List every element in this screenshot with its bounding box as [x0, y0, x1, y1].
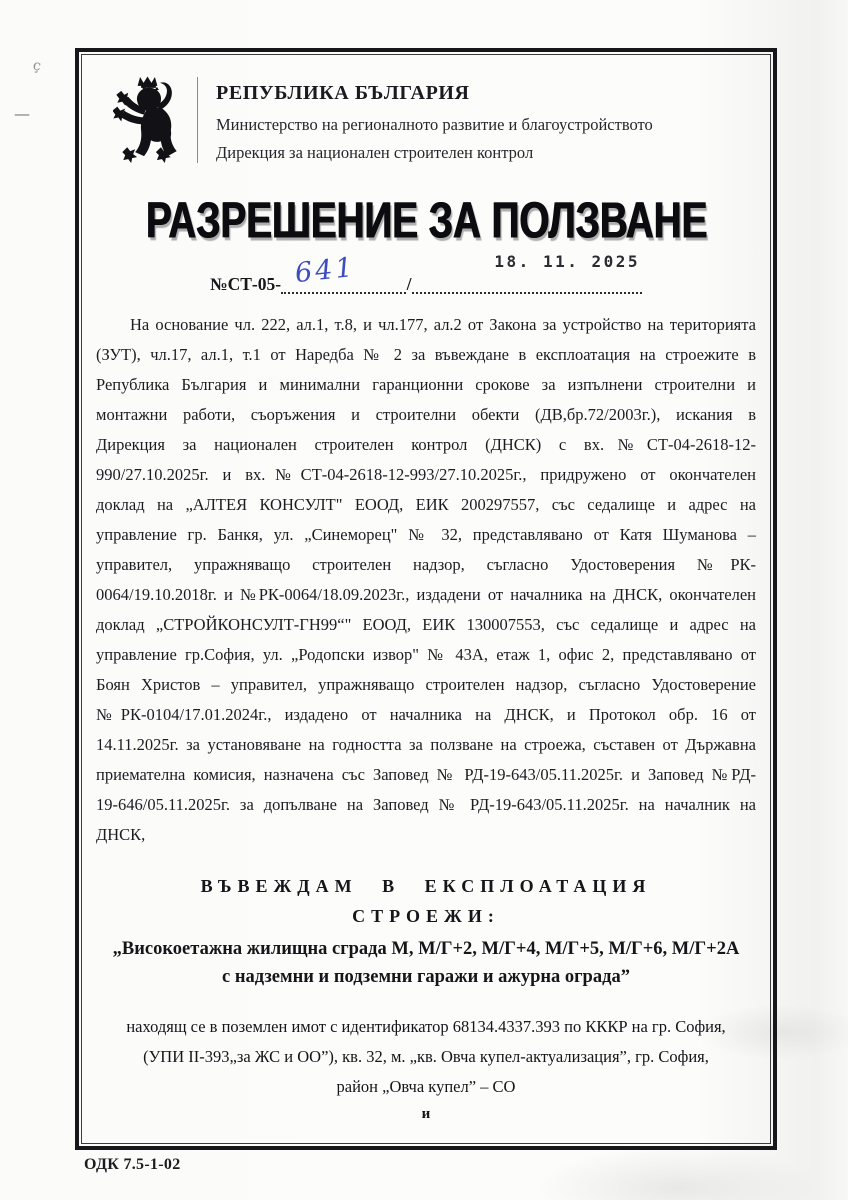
- location-paragraph: [79, 1012, 773, 1102]
- body-line: 0064/19.10.2018г. и №РК-0064/18.09.2023г., издадени от началника на ДНСК, окончателен: [96, 585, 756, 605]
- legal-grounds-paragraph: [96, 310, 756, 850]
- construction-object-name-line2: с надземни и подземни гаражи и ажурна ограда”: [222, 967, 630, 988]
- body-line: 990/27.10.2025г. и вх.№СТ-04-2618-12-993/27.10.2025г., придружено от окончателен: [96, 465, 756, 485]
- decree-section: [79, 876, 773, 1123]
- number-slash: /: [406, 274, 412, 295]
- date-dotted-field: [412, 252, 642, 294]
- scan-artifact: ç: [31, 57, 43, 75]
- number-prefix: №СТ-05-: [210, 274, 282, 295]
- body-line: приемателна комисия, назначена със Заповед № РД-19-643/05.11.2025г. и Заповед №РД-: [96, 765, 756, 785]
- body-line: управление гр.София, ул. „Родопски извор" № 43А, етаж 1, офис 2, представлявано от: [96, 645, 756, 665]
- location-line: находящ се в поземлен имот с идентификатор 68134.4337.393 по КККР на гр. София,: [126, 1017, 726, 1037]
- body-line: Дирекция за национален строителен контрол (ДНСК) с вх.№СТ-04-2618-12-: [96, 435, 756, 455]
- body-line: доклад на „АЛТЕЯ КОНСУЛТ" ЕООД, ЕИК 200297557, със седалище и адрес на: [96, 495, 756, 515]
- body-line: 14.11.2025г. за установяване на годността за ползване на строежа, съставен от Държавна: [96, 735, 756, 755]
- letterhead-divider: [197, 77, 198, 163]
- country-name: РЕПУБЛИКА БЪЛГАРИЯ: [216, 82, 470, 104]
- ministry-name: Министерство на регионалното развитие и благоустройството: [216, 115, 653, 134]
- scan-artifact: —: [14, 104, 28, 123]
- body-line: 19-646/05.11.2025г. за допълване на Заповед № РД-19-643/05.11.2025г. на началник на: [96, 795, 756, 815]
- location-line: район „Овча купел” – СО: [336, 1077, 516, 1097]
- conjunction-and: и: [421, 1106, 431, 1123]
- handwritten-number: 641: [293, 252, 358, 290]
- body-line: На основание чл. 222, ал.1, т.8, и чл.177, ал.2 от Закона за устройство на територията: [130, 315, 756, 335]
- date-stamp: 18. 11. 2025: [494, 252, 640, 272]
- document-number-line: [210, 252, 642, 295]
- body-line: монтажни работи, съоръжения и строителни обекти (ДВ,бр.72/2003г.), искания в: [96, 405, 756, 425]
- number-dotted-field: [281, 252, 406, 294]
- letterhead-text: [216, 74, 653, 163]
- location-line: (УПИ II-393„за ЖС и ОО”), кв. 32, м. „кв. Овча купел-актуализация”, гр. София,: [143, 1047, 709, 1067]
- body-line: Боян Христов – управител, упражняващо строителен надзор, съгласно Удостоверение: [96, 675, 756, 695]
- form-code: ОДК 7.5-1-02: [84, 1156, 181, 1173]
- document-title-wrap: [79, 191, 773, 249]
- document-border-frame: [75, 48, 777, 1150]
- letterhead: [113, 74, 773, 168]
- construction-object-name-line1: „Високоетажна жилищна сграда М, М/Г+2, М/Г+4, М/Г+5, М/Г+6, М/Г+2А: [112, 939, 740, 960]
- directorate-name: Дирекция за национален строителен контрол: [216, 143, 534, 162]
- body-line: доклад „СТРОЙКОНСУЛТ-ГН99“" ЕООД, ЕИК 130007553, със седалище и адрес на: [96, 615, 756, 635]
- body-line: управление гр. Банкя, ул. „Синеморец" № 32, представлявано от Катя Шуманова –: [96, 525, 756, 545]
- body-line: управител, упражняващо строителен надзор, съгласно Удостоверения №РК-: [96, 555, 756, 575]
- decree-subheading: СТРОЕЖИ:: [352, 906, 500, 927]
- body-line: (ЗУТ), чл.17, ал.1, т.1 от Наредба № 2 за въвеждане в експлоатация на строежите в: [96, 345, 756, 365]
- coat-of-arms-lion-icon: [113, 74, 183, 168]
- decree-heading: ВЪВЕЖДАМ В ЕКСПЛОАТАЦИЯ: [200, 876, 652, 897]
- document-title: РАЗРЕШЕНИЕ ЗА ПОЛЗВАНЕ: [145, 191, 707, 249]
- body-line: ДНСК,: [96, 825, 146, 845]
- body-line: Република България и минимални гаранционни срокове за изпълнени строителни и: [96, 375, 756, 395]
- body-line: №РК-0104/17.01.2024г., издадено от началника на ДНСК, и Протокол обр. 16 от: [96, 705, 756, 725]
